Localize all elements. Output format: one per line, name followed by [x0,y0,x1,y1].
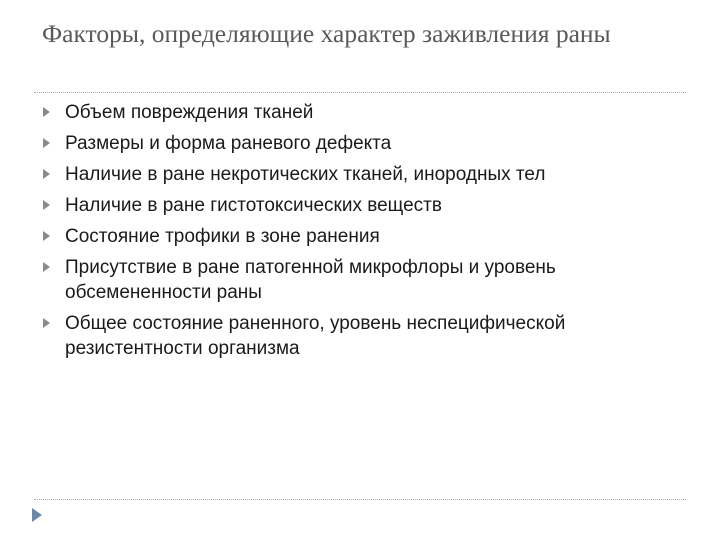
bullet-text: Наличие в ране гистотоксических веществ [65,195,442,216]
triangle-right-icon [43,318,50,328]
triangle-right-icon [43,107,50,117]
triangle-right-icon [43,138,50,148]
list-item [40,311,690,361]
bullet-text: Наличие в ране некротических тканей, инородных тел [65,164,546,185]
list-item [40,131,690,156]
footer-divider [34,499,686,500]
list-item [40,193,690,218]
bullet-text: Общее состояние раненного, уровень неспецифической резистентности организма [65,313,566,359]
list-item [40,255,690,305]
list-item [40,162,690,187]
triangle-right-icon [43,231,50,241]
bullet-text: Размеры и форма раневого дефекта [65,133,392,154]
list-item [40,100,690,125]
bullet-text: Присутствие в ране патогенной микрофлоры и уровень обсемененности раны [65,257,556,303]
triangle-right-icon [43,169,50,179]
triangle-right-icon [43,262,50,272]
bullet-text: Состояние трофики в зоне ранения [65,226,380,247]
triangle-right-icon [43,200,50,210]
slide-title: Факторы, определяющие характер заживления раны [42,19,611,48]
title-divider [34,92,686,93]
bullet-list [40,100,690,367]
play-triangle-icon[interactable] [32,508,42,522]
list-item [40,224,690,249]
bullet-text: Объем повреждения тканей [65,102,314,123]
